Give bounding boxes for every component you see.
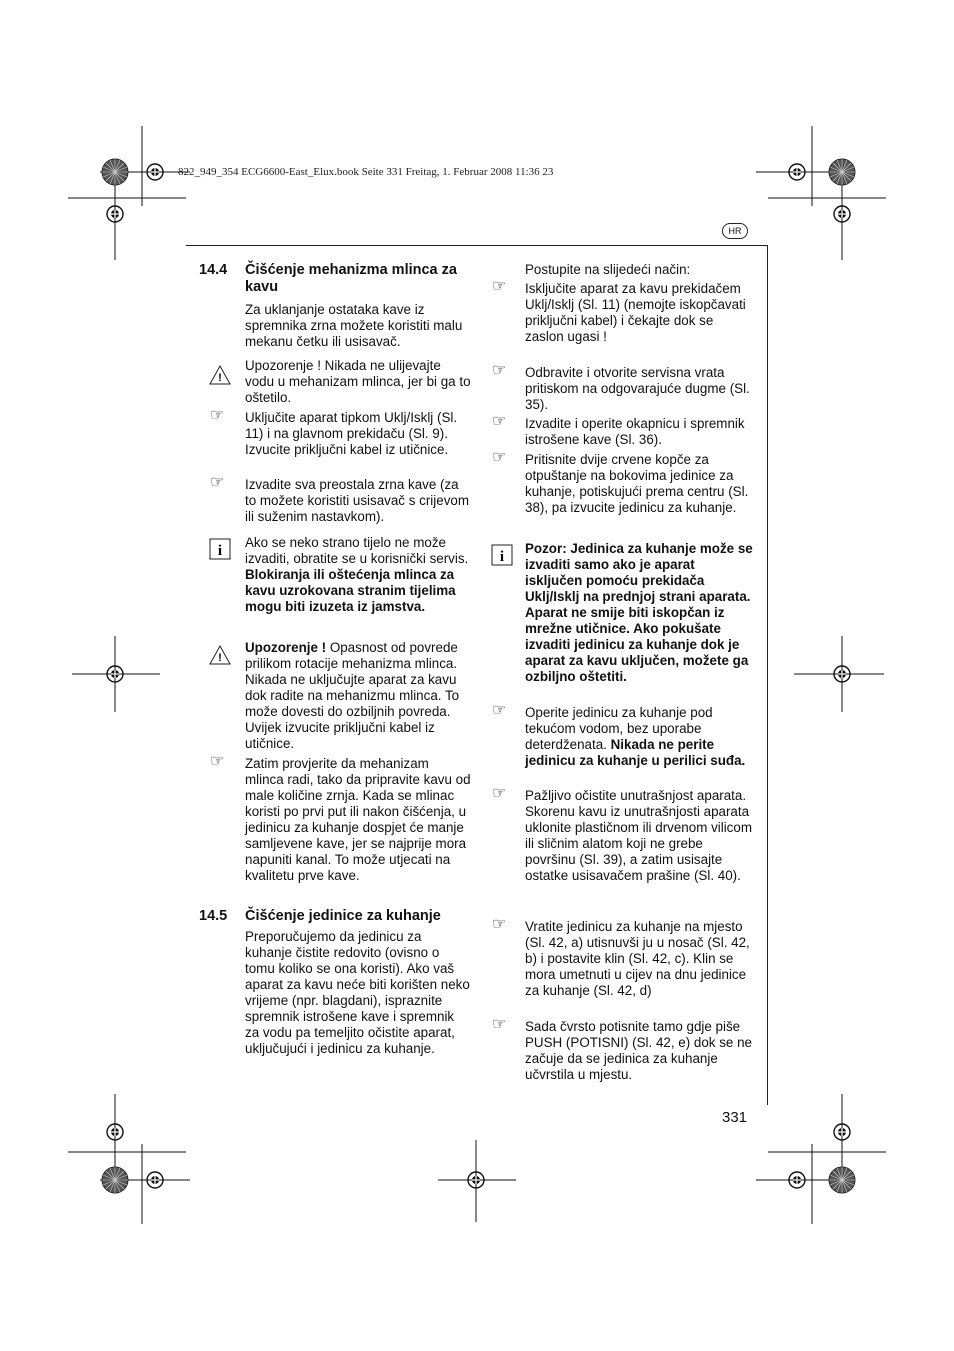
hand-pointer-icon: ☞ <box>492 278 507 295</box>
info-text: Pozor: Jedinica za kuhanje može se izvaditi samo ako je aparat isključen pomoću prekidača Uklj/Isklj na prednjoj strani aparata. Aparat ne smije biti iskopčan iz mrežne utičnice. Ako pokušate izvaditi jedinicu za kuhanje dok je aparat za kavu uključen, možete ga ozbiljno oštetiti. <box>525 541 753 684</box>
language-badge: HR <box>722 223 748 239</box>
step-text-bold: Nikada ne perite jedinicu za kuhanje u perilici suđa. <box>525 737 746 768</box>
hand-pointer-icon: ☞ <box>210 407 225 424</box>
svg-text:!: ! <box>218 652 222 664</box>
warning-icon <box>208 364 232 386</box>
info-icon <box>208 538 232 560</box>
warning-icon <box>208 644 232 666</box>
step-text: Izvadite sva preostala zrna kave (za to možete koristiti usisavač s crijevom ili suženim nastavkom). <box>245 477 469 524</box>
left-column <box>199 262 489 1082</box>
step-text: Pažljivo očistite unutrašnjost aparata. Skorenu kavu iz unutrašnjosti aparata uklonite plastičnom ili drvenom vilicom ili sličnim alatom koji ne grebe površinu (Sl. 39), a zatim usisajte ostatke usisavačem prašine (Sl. 40). <box>525 788 752 883</box>
svg-text:i: i <box>217 543 223 559</box>
svg-text:i: i <box>499 549 505 565</box>
section-number: 14.5 <box>199 908 228 924</box>
hand-pointer-icon: ☞ <box>492 785 507 802</box>
hand-pointer-icon: ☞ <box>492 449 507 466</box>
step-text: Sada čvrsto potisnite tamo gdje piše PUSH (POTISNI) (Sl. 42, e) dok se ne začuje da se jedinica za kuhanje učvrstila u mjestu. <box>525 1019 752 1082</box>
warning-label-bold: Upozorenje ! <box>245 640 327 655</box>
hand-pointer-icon: ☞ <box>492 702 507 719</box>
hand-pointer-icon: ☞ <box>492 1016 507 1033</box>
section-14-4-heading <box>199 262 489 298</box>
warning-text <box>245 640 471 752</box>
header-divider <box>186 245 768 246</box>
info-icon <box>490 544 514 566</box>
step-text: Izvadite i operite okapnicu i spremnik istrošene kave (Sl. 36). <box>525 416 745 447</box>
info-text-bold: Blokiranja ili oštećenja mlinca za kavu uzrokovana stranim tijelima mogu biti izuzeta iz jamstva. <box>245 567 456 614</box>
step-text: Odbravite i otvorite servisna vrata pritiskom na odgovarajuće dugme (Sl. 35). <box>525 365 750 412</box>
section-14-5-body: Preporučujemo da jedinicu za kuhanje čistite redovito (ovisno o tomu koliko se ona koristi). Ako vaš aparat za kavu neće biti korišten neko vrijeme (npr. blagdani), ispraznite spremnik istrošene kave i spremnik za vodu pa temeljito očistite aparat, uključujući i jedinicu za kuhanje. <box>245 929 470 1056</box>
svg-text:!: ! <box>218 372 222 384</box>
page-number: 331 <box>722 1109 748 1126</box>
info-text-normal: Ako se neko strano tijelo ne može izvaditi, obratite se u korisnički servis. <box>245 535 469 566</box>
step-text <box>525 705 753 769</box>
step-text-normal: Operite jedinicu za kuhanje pod tekućom vodom, bez uporabe deterdženata. <box>525 705 713 752</box>
right-column <box>490 262 760 1092</box>
hand-pointer-icon: ☞ <box>492 916 507 933</box>
step-text: Uključite aparat tipkom Uklj/Isklj (Sl. 11) i na glavnom prekidaču (Sl. 9). Izvucite priključni kabel iz utičnice. <box>245 410 458 457</box>
step-text: Isključite aparat za kavu prekidačem Uklj/Isklj (Sl. 11) (nemojte iskopčavati priključni kabel) i čekajte dok se zaslon ugasi ! <box>525 281 746 344</box>
procedure-intro: Postupite na slijedeći način: <box>525 262 691 277</box>
hand-pointer-icon: ☞ <box>210 474 225 491</box>
section-number: 14.4 <box>199 262 228 278</box>
step-text: Vratite jedinicu za kuhanje na mjesto (Sl. 42, a) utisnuvši ju u nosač (Sl. 42, b) i postavite klin (Sl. 42, c). Klin se mora umetnuti u cijev na dnu jedinice za kuhanje (Sl. 42, d) <box>525 919 750 998</box>
hand-pointer-icon: ☞ <box>210 753 225 770</box>
section-14-4-intro: Za uklanjanje ostataka kave iz spremnika zrna možete koristiti malu mekanu četku ili usisavač. <box>245 302 463 349</box>
warning-text: Upozorenje ! Nikada ne ulijevajte vodu u mehanizam mlinca, jer bi ga to oštetilo. <box>245 358 471 405</box>
hand-pointer-icon: ☞ <box>492 413 507 430</box>
step-text: Zatim provjerite da mehanizam mlinca radi, tako da pripravite kavu od male količine zrnja. Kada se mlinac koristi po prvi put ili nakon čišćenja, u jedinicu za kuhanje dospjet će manje samljevene kave, jer se najprije mora napuniti kanal. To može utjecati na kvalitetu prve kave. <box>245 756 471 883</box>
hand-pointer-icon: ☞ <box>492 362 507 379</box>
section-title: Čišćenje mehanizma mlinca za kavu <box>245 262 457 295</box>
info-text <box>245 535 471 615</box>
step-text: Pritisnite dvije crvene kopče za otpuštanje na bokovima jedinice za kuhanje, potiskujući prema centru (Sl. 38), pa izvucite jedinicu za kuhanje. <box>525 452 749 515</box>
section-title: Čišćenje jedinice za kuhanje <box>245 908 441 924</box>
file-header-line: 822_949_354 ECG6600-East_Elux.book Seite 331 Freitag, 1. Februar 2008 11:36 23 <box>178 166 554 178</box>
right-margin-rule <box>767 245 768 1105</box>
warning-body: Opasnost od povrede prilikom rotacije mehanizma mlinca. Nikada ne uključujte aparat za kavu dok radite na mehanizmu mlinca. To može dovesti do ozbiljnih povreda. Uvijek izvucite priključni kabel iz utičnice. <box>245 640 460 751</box>
section-14-5-heading <box>199 908 489 926</box>
